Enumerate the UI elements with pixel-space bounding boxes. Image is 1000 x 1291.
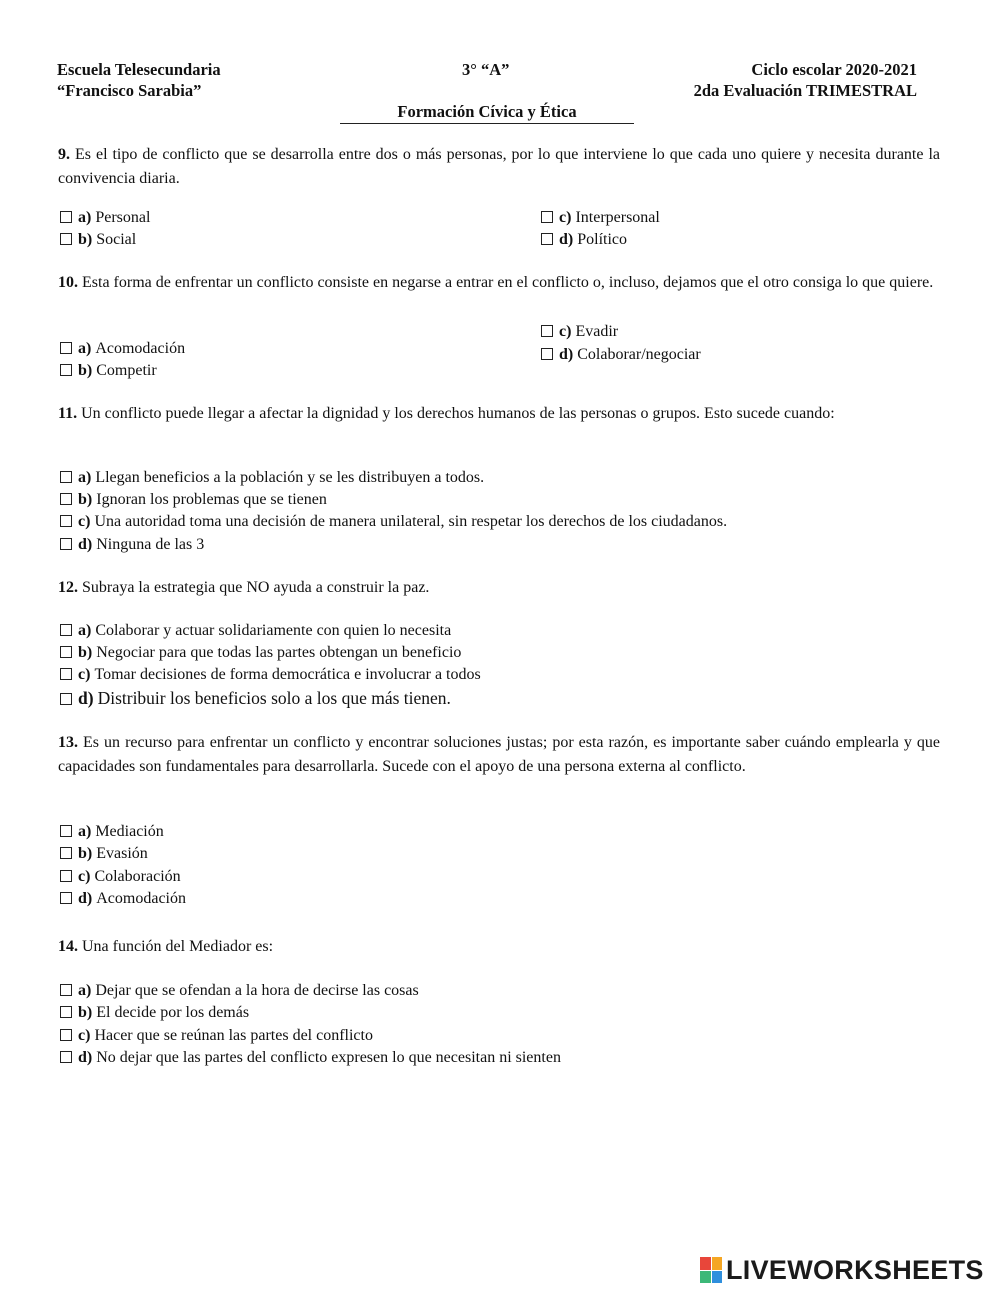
option-11a[interactable]: a) Llegan beneficios a la población y se les distribuyen a todos. [60,467,484,489]
option-13b[interactable]: b) Evasión [60,843,148,865]
checkbox[interactable] [60,493,72,505]
question-text: Una función del Mediador es: [82,938,274,955]
checkbox[interactable] [60,847,72,859]
logo-block-green [700,1271,711,1284]
question-9 [58,143,940,191]
question-number: 10. [58,274,78,291]
checkbox[interactable] [60,624,72,636]
group-label: 3° “A” [462,60,510,79]
logo-block-red [700,1257,711,1270]
checkbox[interactable] [541,325,553,337]
option-14d[interactable]: d) No dejar que las partes del conflicto expresen lo que necesitan ni sienten [60,1047,561,1069]
checkbox[interactable] [60,515,72,527]
option-9b[interactable]: b) Social [60,229,136,251]
liveworksheets-logo[interactable] [700,1256,984,1284]
option-12a[interactable]: a) Colaborar y actuar solidariamente con quien lo necesita [60,620,451,642]
checkbox[interactable] [60,1051,72,1063]
option-13c[interactable]: c) Colaboración [60,866,181,888]
option-12d[interactable]: d) Distribuir los beneficios solo a los que más tienen. [60,687,451,709]
option-13a[interactable]: a) Mediación [60,821,164,843]
liveworksheets-logo-icon [700,1257,722,1283]
option-14b[interactable]: b) El decide por los demás [60,1002,249,1024]
question-text: Esta forma de enfrentar un conflicto consiste en negarse a entrar en el conflicto o, incluso, dejamos que el otro consiga lo que quiere. [82,274,934,291]
checkbox[interactable] [60,538,72,550]
question-text: Un conflicto puede llegar a afectar la dignidad y los derechos humanos de las personas o grupos. Esto sucede cuando: [81,405,835,422]
checkbox[interactable] [60,342,72,354]
checkbox[interactable] [60,646,72,658]
school-subname: “Francisco Sarabia” [57,81,202,100]
question-text: Es el tipo de conflicto que se desarrolla entre dos o más personas, por lo que interviene lo que cada uno quiere y necesita durante la convivencia diaria. [58,146,941,187]
checkbox[interactable] [60,471,72,483]
option-10a[interactable]: a) Acomodación [60,338,185,360]
checkbox[interactable] [541,233,553,245]
checkbox[interactable] [60,825,72,837]
option-10b[interactable]: b) Competir [60,360,157,382]
question-12 [58,576,940,600]
question-number: 12. [58,579,78,596]
checkbox[interactable] [541,211,553,223]
option-14c[interactable]: c) Hacer que se reúnan las partes del conflicto [60,1025,373,1047]
question-number: 9. [58,146,70,163]
option-11c[interactable]: c) Una autoridad toma una decisión de manera unilateral, sin respetar los derechos de los ciudadanos. [60,511,727,533]
title-underline [340,123,634,124]
option-12c[interactable]: c) Tomar decisiones de forma democrática e involucrar a todos [60,664,481,686]
checkbox[interactable] [60,211,72,223]
subject-title: Formación Cívica y Ética [397,102,577,121]
checkbox[interactable] [60,233,72,245]
option-9d[interactable]: d) Político [541,229,627,251]
checkbox[interactable] [60,693,72,705]
option-13d[interactable]: d) Acomodación [60,888,186,910]
question-number: 13. [58,734,78,751]
option-14a[interactable]: a) Dejar que se ofendan a la hora de decirse las cosas [60,980,419,1002]
option-10d[interactable]: d) Colaborar/negociar [541,344,701,366]
checkbox[interactable] [60,1029,72,1041]
checkbox[interactable] [60,892,72,904]
evaluation-label: 2da Evaluación TRIMESTRAL [693,81,917,100]
logo-block-orange [712,1257,723,1270]
question-number: 14. [58,938,78,955]
option-9c[interactable]: c) Interpersonal [541,207,660,229]
question-10 [58,271,940,295]
option-10c[interactable]: c) Evadir [541,321,618,343]
logo-wordmark: LIVEWORKSHEETS [726,1255,984,1285]
question-13 [58,731,940,779]
question-14 [58,935,940,959]
checkbox[interactable] [60,1006,72,1018]
option-12b[interactable]: b) Negociar para que todas las partes obtengan un beneficio [60,642,461,664]
option-11b[interactable]: b) Ignoran los problemas que se tienen [60,489,327,511]
checkbox[interactable] [60,364,72,376]
option-9a[interactable]: a) Personal [60,207,150,229]
checkbox[interactable] [60,668,72,680]
checkbox[interactable] [60,870,72,882]
logo-block-blue [712,1271,723,1284]
checkbox[interactable] [541,348,553,360]
question-text: Subraya la estrategia que NO ayuda a construir la paz. [82,579,430,596]
option-11d[interactable]: d) Ninguna de las 3 [60,534,204,556]
school-cycle: Ciclo escolar 2020-2021 [751,60,917,79]
checkbox[interactable] [60,984,72,996]
question-11 [58,402,940,426]
question-number: 11. [58,405,78,422]
question-text: Es un recurso para enfrentar un conflicto y encontrar soluciones justas; por esta razón, es importante saber cuándo emplearla y que capacidades son fundamentales para desarrollarla. Sucede con el apoyo de una persona externa al conflicto. [58,734,941,775]
school-name: Escuela Telesecundaria [57,60,221,79]
